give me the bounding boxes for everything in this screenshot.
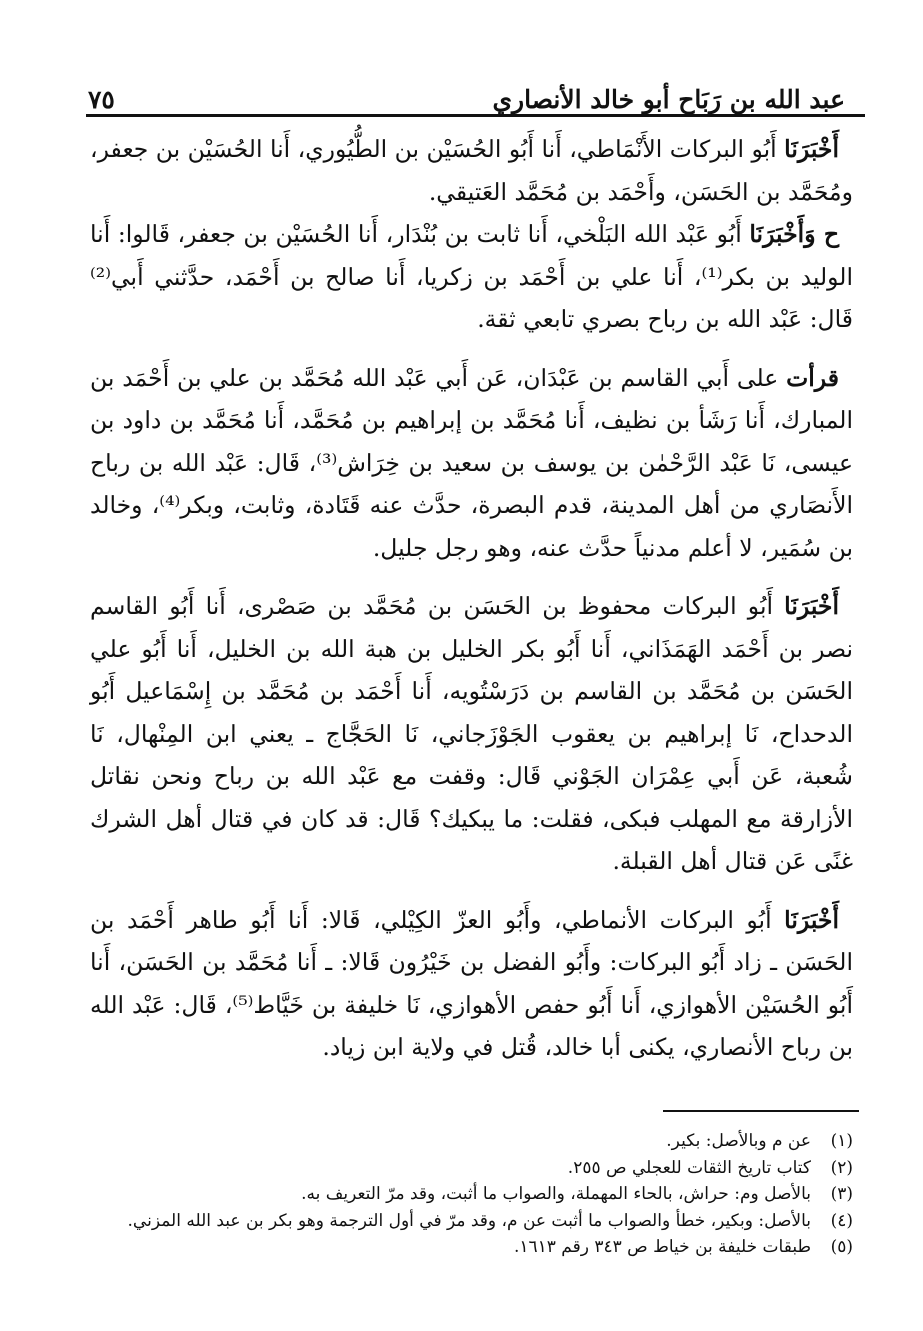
paragraph-2 (90, 213, 853, 341)
footnote-text: بالأصل وم: حراش، بالحاء المهملة، والصواب ما أثبت، وقد مرّ التعريف به. (301, 1184, 811, 1204)
page-header (88, 62, 845, 114)
footnotes (90, 1128, 853, 1261)
paragraph-lead: أَخْبَرَنَا (784, 905, 839, 934)
footnote-number: (٢) (830, 1157, 853, 1178)
footnote-number: (٣) (830, 1184, 853, 1204)
footnote-text: طبقات خليفة بن خياط ص ٣٤٣ رقم ١٦١٣. (513, 1237, 811, 1257)
paragraph-lead: قرأت (786, 363, 839, 392)
running-title: عبد الله بن رَبَاح أبو خالد الأنصاري (492, 85, 845, 114)
paragraph-text: أَبُو البركات الأنماطي، وأَبُو العزّ الكِيْلي، قَالا: أَنا أَبُو طاهر أَحْمَد بن الحَسَن ـ زاد أَبُو البركات: وأَبُو الفضل بن خَيْرُون قَالا: ـ أَنا مُحَمَّد بن الحَسَن، أَنا أَبُو الحُسَيْن الأهوازي، أَنا أَبُو حفص الأهوازي، نَا خليفة بن خَيَّاط⁽⁵⁾، قَال: عَبْد الله بن رباح الأنصاري، يكنى أبا خالد، قُتل في ولاية ابن زياد. (90, 905, 854, 1061)
paragraph-text: على أَبي القاسم بن عَبْدَان، عَن أَبي عَبْد الله مُحَمَّد بن علي بن أَحْمَد بن المبارك، أَنا رَشَأ بن نظيف، أَنا مُحَمَّد بن إبراهيم بن مُحَمَّد، أَنا مُحَمَّد بن داود بن عيسى، نَا عَبْد الرَّحْمٰن بن يوسف بن سعيد بن خِرَاش⁽³⁾، قَال: عَبْد الله بن رباح الأَنصَاري من أهل المدينة، قدم البصرة، حدَّث عنه قَتَادة، وثابت، وبكر⁽⁴⁾، وخالد بن سُمَير، لا أعلم مدنياً حدَّث عنه، وهو رجل جليل. (90, 363, 854, 562)
paragraph-text: أَبُو البركات محفوظ بن الحَسَن بن مُحَمَّد بن صَصْرى، أَنا أَبُو القاسم نصر بن أَحْمَد الهَمَذَاني، أَنا أَبُو بكر الخليل بن هبة الله بن الخليل، أَنا أَبُو علي الحَسَن بن مُحَمَّد بن القاسم بن دَرَسْتُويه، أَنا أَحْمَد بن مُحَمَّد بن إِسْمَاعيل أَبُو الدحداح، نَا إبراهيم بن يعقوب الجَوْزَجاني، نَا الحَجَّاج ـ يعني ابن المِنْهال، نَا شُعبة، عَن أَبي عِمْرَان الجَوْني قَال: وقفت مع عَبْد الله بن رباح ونحن نقاتل الأزارقة مع المهلب فبكى، فقلت: ما يبكيك؟ قَال: قد كان في قتال أهل الشرك غنًى عَن قتال أهل القبلة. (90, 592, 853, 875)
footnote-number: (٤) (830, 1210, 853, 1231)
footnote (90, 1234, 853, 1261)
footnote (90, 1208, 853, 1235)
footnote-text: بالأصل: وبكير، خطأ والصواب ما أثبت عن م، وقد مرّ في أول الترجمة وهو بكر بن عبد الله المزني. (127, 1210, 811, 1231)
footnote (90, 1181, 853, 1208)
paragraph-lead: أَخْبَرَنَا (784, 135, 839, 163)
header-divider (86, 114, 865, 117)
footnote-number: (٥) (830, 1237, 853, 1257)
main-text (90, 128, 853, 1069)
paragraph-text: أَبُو البركات الأَنْمَاطي، أَنا أَبُو الحُسَيْن بن الطُّيُوري، أَنا الحُسَيْن بن جعفر، ومُحَمَّد بن الحَسَن، وأَحْمَد بن مُحَمَّد العَتيقي. (90, 135, 853, 206)
paragraph-4 (90, 585, 853, 883)
paragraph-5 (90, 899, 853, 1069)
page-number: ٧٥ (88, 85, 115, 114)
paragraph-lead: ح وَأَخْبَرَنَا (749, 220, 840, 248)
footnote (90, 1128, 853, 1155)
footnote-number: (١) (830, 1131, 853, 1151)
footnote-divider (663, 1110, 859, 1112)
paragraph-1 (90, 128, 853, 213)
footnote-text: عن م وبالأصل: بكير. (666, 1131, 811, 1151)
paragraph-3 (90, 357, 853, 570)
footnote (90, 1155, 853, 1182)
footnote-text: كتاب تاريخ الثقات للعجلي ص ٢٥٥. (567, 1157, 811, 1178)
paragraph-lead: أَخْبَرَنَا (784, 592, 839, 620)
paragraph-text: أَبُو عَبْد الله البَلْخي، أَنا ثابت بن بُنْدَار، أَنا الحُسَيْن بن جعفر، قَالوا: أَنا الوليد بن بكر⁽¹⁾، أَنا علي بن أَحْمَد بن زكريا، أَنا صالح بن أَحْمَد، حدَّثني أَبي⁽²⁾ قَال: عَبْد الله بن رباح بصري تابعي ثقة. (90, 220, 854, 333)
